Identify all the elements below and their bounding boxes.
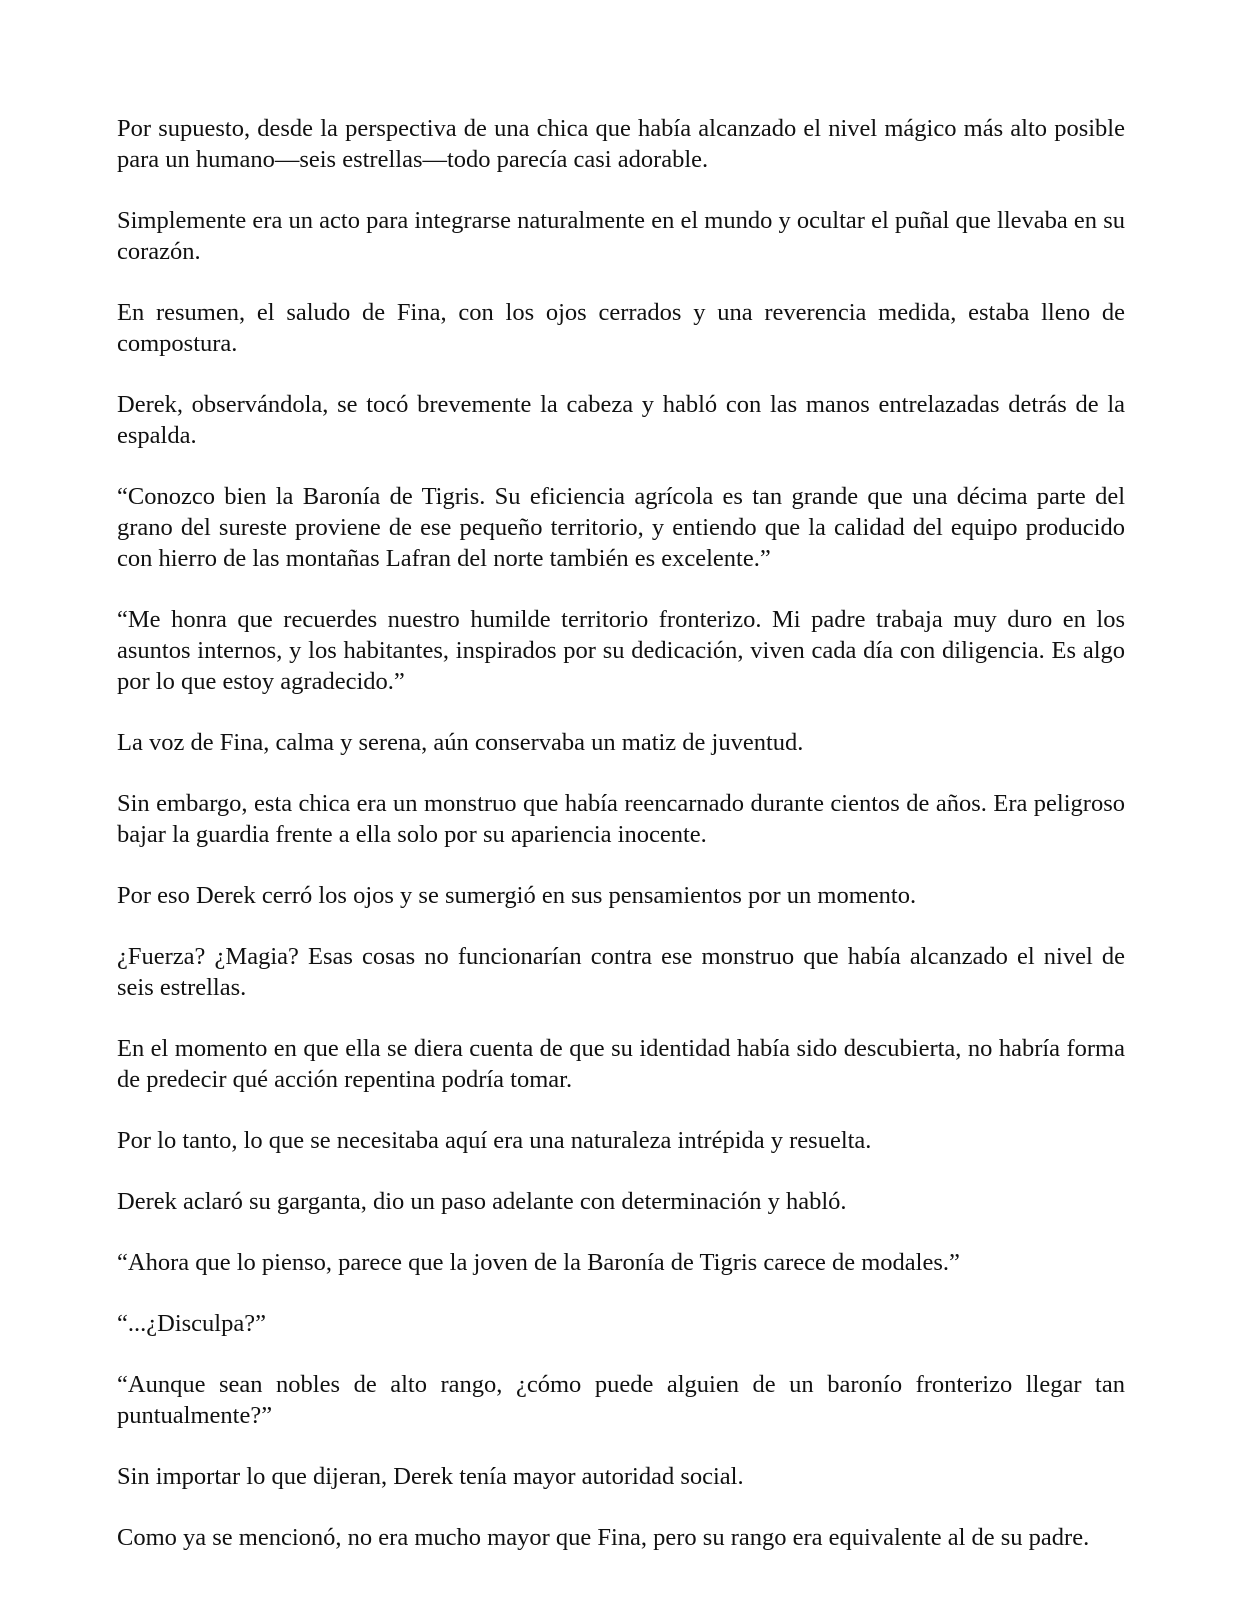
- paragraph: ¿Fuerza? ¿Magia? Esas cosas no funcionarían contra ese monstruo que había alcanzado el nivel de seis estrellas.: [117, 943, 1125, 1001]
- paragraph: Por supuesto, desde la perspectiva de una chica que había alcanzado el nivel mágico más alto posible para un humano—seis estrellas—todo parecía casi adorable.: [117, 115, 1125, 173]
- paragraph: “...¿Disculpa?”: [117, 1310, 266, 1337]
- paragraph: “Conozco bien la Baronía de Tigris. Su eficiencia agrícola es tan grande que una décima parte del grano del sureste proviene de ese pequeño territorio, y entiendo que la calidad del equipo producido con hierro de las montañas Lafran del norte también es excelente.”: [117, 483, 1125, 572]
- paragraph: Por lo tanto, lo que se necesitaba aquí era una naturaleza intrépida y resuelta.: [117, 1127, 872, 1154]
- paragraph: Sin embargo, esta chica era un monstruo que había reencarnado durante cientos de años. Era peligroso bajar la guardia frente a ella solo por su apariencia inocente.: [117, 790, 1125, 848]
- paragraph: En el momento en que ella se diera cuenta de que su identidad había sido descubierta, no habría forma de predecir qué acción repentina podría tomar.: [117, 1035, 1125, 1093]
- document-page: [117, 113, 1125, 1583]
- paragraph: “Ahora que lo pienso, parece que la joven de la Baronía de Tigris carece de modales.”: [117, 1249, 960, 1276]
- paragraph: “Me honra que recuerdes nuestro humilde territorio fronterizo. Mi padre trabaja muy duro en los asuntos internos, y los habitantes, inspirados por su dedicación, viven cada día con diligencia. Es algo por lo que estoy agradecido.”: [117, 606, 1125, 695]
- paragraph: Simplemente era un acto para integrarse naturalmente en el mundo y ocultar el puñal que llevaba en su corazón.: [117, 207, 1125, 265]
- paragraph: “Aunque sean nobles de alto rango, ¿cómo puede alguien de un baronío fronterizo llegar tan puntualmente?”: [117, 1371, 1125, 1429]
- paragraph: Como ya se mencionó, no era mucho mayor que Fina, pero su rango era equivalente al de su padre.: [117, 1524, 1090, 1551]
- paragraph: Sin importar lo que dijeran, Derek tenía mayor autoridad social.: [117, 1463, 744, 1490]
- paragraph: La voz de Fina, calma y serena, aún conservaba un matiz de juventud.: [117, 729, 804, 756]
- paragraph: Derek, observándola, se tocó brevemente la cabeza y habló con las manos entrelazadas detrás de la espalda.: [117, 391, 1125, 449]
- paragraph: En resumen, el saludo de Fina, con los ojos cerrados y una reverencia medida, estaba lleno de compostura.: [117, 299, 1125, 357]
- paragraph: Por eso Derek cerró los ojos y se sumergió en sus pensamientos por un momento.: [117, 882, 917, 909]
- paragraph: Derek aclaró su garganta, dio un paso adelante con determinación y habló.: [117, 1188, 847, 1215]
